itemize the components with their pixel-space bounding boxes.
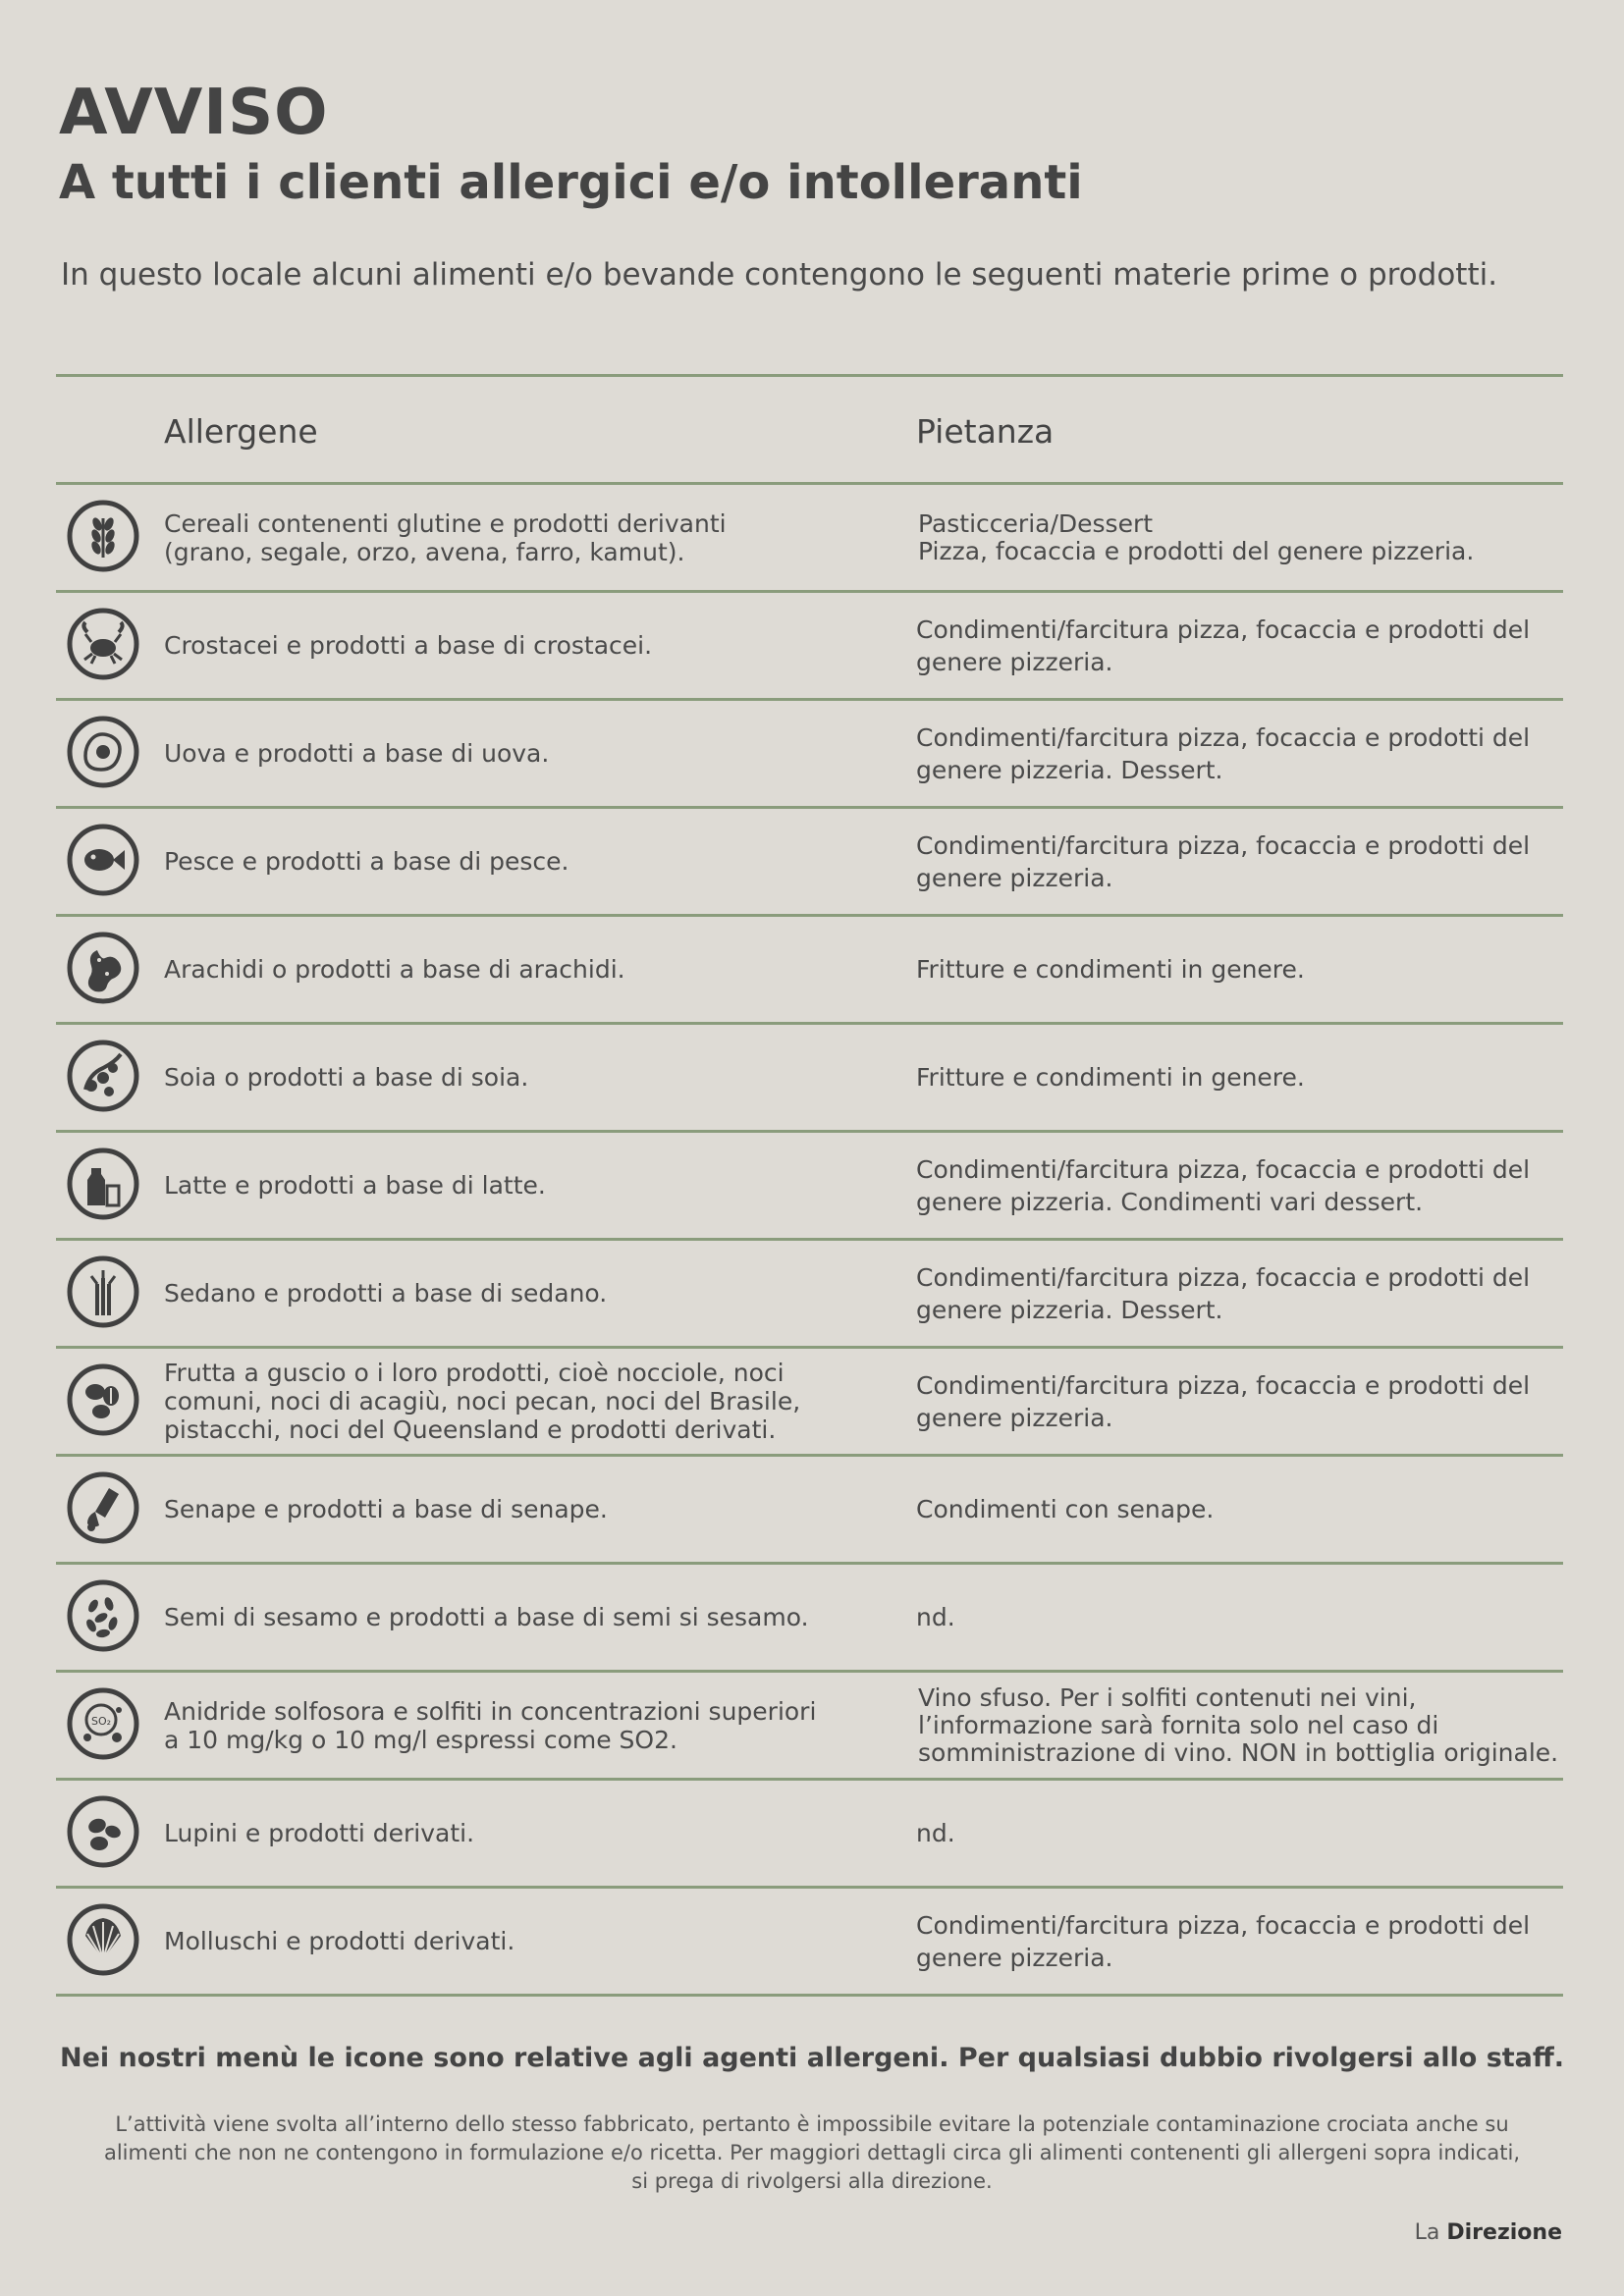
- fish-icon: [66, 823, 140, 897]
- page-subtitle: A tutti i clienti allergici e/o intolleranti: [59, 155, 1083, 210]
- dish-cell: [916, 1025, 1564, 1130]
- table-row: [56, 917, 1563, 1022]
- footer-notice: Nei nostri menù le icone sono relative agli agenti allergeni. Per qualsiasi dubbio rivolgersi allo staff.: [59, 2043, 1565, 2073]
- signature-name: Direzione: [1446, 2220, 1562, 2245]
- sulphites-icon: [66, 1686, 140, 1761]
- allergen-text: Senape e prodotti a base di senape.: [164, 1495, 608, 1523]
- allergen-cell: [164, 1781, 891, 1886]
- allergen-text: Sedano e prodotti a base di sedano.: [164, 1279, 608, 1308]
- allergen-cell: [164, 1565, 891, 1670]
- dish-cell: [916, 1349, 1564, 1454]
- allergen-text: Lupini e prodotti derivati.: [164, 1819, 475, 1847]
- allergen-text: Uova e prodotti a base di uova.: [164, 739, 550, 768]
- table-row: [56, 1241, 1563, 1346]
- celery-icon: [66, 1255, 140, 1329]
- table-row: [56, 1565, 1563, 1670]
- allergen-text: Semi di sesamo e prodotti a base di semi si sesamo.: [164, 1603, 809, 1631]
- peanut-icon: [66, 931, 140, 1005]
- table-row: [56, 593, 1563, 698]
- allergen-text: Crostacei e prodotti a base di crostacei.: [164, 631, 653, 660]
- table-row: [56, 1349, 1563, 1454]
- divider: [56, 1994, 1563, 1997]
- dish-text: Condimenti/farcitura pizza, focaccia e prodotti del genere pizzeria. Dessert.: [916, 722, 1531, 784]
- dish-text: Condimenti/farcitura pizza, focaccia e prodotti del genere pizzeria.: [916, 1910, 1531, 1972]
- milk-icon: [66, 1147, 140, 1221]
- table-row: [56, 1673, 1563, 1778]
- crab-icon: [66, 607, 140, 681]
- icon-label: SO₂: [90, 1715, 112, 1728]
- egg-icon: [66, 715, 140, 789]
- dish-text: Fritture e condimenti in genere.: [916, 1063, 1305, 1092]
- table-row: [56, 1889, 1563, 1994]
- dish-cell: [916, 917, 1564, 1022]
- mustard-icon: [66, 1470, 140, 1545]
- table-row: [56, 1457, 1563, 1562]
- dish-cell: [916, 1781, 1564, 1886]
- dish-text: Condimenti/farcitura pizza, focaccia e prodotti del genere pizzeria. Dessert.: [916, 1262, 1531, 1324]
- allergen-cell: [164, 593, 891, 698]
- allergen-text: Arachidi o prodotti a base di arachidi.: [164, 955, 625, 984]
- dish-cell: [916, 1889, 1564, 1994]
- dish-cell: [916, 1133, 1564, 1238]
- dish-cell: [918, 485, 1566, 590]
- allergen-cell: [164, 1889, 891, 1994]
- table-row: [56, 1133, 1563, 1238]
- allergen-cell: [164, 1133, 891, 1238]
- shell-icon: [66, 1902, 140, 1977]
- table-row: [56, 701, 1563, 806]
- table-row: [56, 1025, 1563, 1130]
- allergen-cell: [164, 917, 891, 1022]
- dish-text: Vino sfuso. Per i solfiti contenuti nei vini, l’informazione sarà fornita solo nel caso di somministrazione di vino. NON in bottiglia originale.: [918, 1682, 1559, 1767]
- dish-text: Fritture e condimenti in genere.: [916, 955, 1305, 984]
- dish-text: nd.: [916, 1819, 955, 1847]
- allergen-cell: [164, 1457, 891, 1562]
- allergen-cell: [164, 701, 891, 806]
- allergen-text: Soia o prodotti a base di soia.: [164, 1063, 529, 1092]
- allergen-text: Pesce e prodotti a base di pesce.: [164, 847, 569, 876]
- dish-text: Condimenti con senape.: [916, 1495, 1215, 1523]
- dish-text: Condimenti/farcitura pizza, focaccia e prodotti del genere pizzeria.: [916, 1370, 1531, 1432]
- lupin-icon: [66, 1794, 140, 1869]
- table-row: [56, 485, 1563, 590]
- table-row: [56, 809, 1563, 914]
- dish-text: Pasticceria/Dessert Pizza, focaccia e prodotti del genere pizzeria.: [918, 508, 1475, 565]
- footer-note: L’attività viene svolta all’interno dello stesso fabbricato, pertanto è impossibile evitare la potenziale contaminazione crociata anche su alimenti che non ne contengono in formulazione e/o ricetta. Per maggiori dettagli circa gli alimenti contenenti gli allergeni sopra indicati, si prega di rivolgersi alla direzione.: [103, 2112, 1521, 2193]
- allergen-cell: [164, 1241, 891, 1346]
- dish-cell: [918, 1673, 1566, 1778]
- divider: [56, 374, 1563, 377]
- allergen-text: Latte e prodotti a base di latte.: [164, 1171, 546, 1200]
- allergen-cell: [164, 809, 891, 914]
- dish-cell: [916, 1565, 1564, 1670]
- dish-cell: [916, 701, 1564, 806]
- wheat-icon: [66, 499, 140, 573]
- allergen-text: Anidride solfosora e solfiti in concentrazioni superiori a 10 mg/kg o 10 mg/l espressi come SO2.: [164, 1696, 817, 1754]
- allergen-cell: [164, 1673, 891, 1778]
- soy-icon: [66, 1039, 140, 1113]
- dish-cell: [916, 809, 1564, 914]
- allergen-text: Cereali contenenti glutine e prodotti derivanti (grano, segale, orzo, avena, farro, kamut).: [164, 508, 727, 566]
- nuts-icon: [66, 1362, 140, 1437]
- page-title: AVVISO: [59, 77, 329, 149]
- dish-cell: [916, 1457, 1564, 1562]
- sesame-icon: [66, 1578, 140, 1653]
- dish-text: Condimenti/farcitura pizza, focaccia e prodotti del genere pizzeria. Condimenti vari dessert.: [916, 1154, 1531, 1216]
- column-header-dish: Pietanza: [916, 412, 1055, 451]
- dish-cell: [916, 1241, 1564, 1346]
- dish-text: Condimenti/farcitura pizza, focaccia e prodotti del genere pizzeria.: [916, 830, 1531, 892]
- allergen-text: Molluschi e prodotti derivati.: [164, 1927, 515, 1955]
- allergen-text: Frutta a guscio o i loro prodotti, cioè nocciole, noci comuni, noci di acagiù, noci pecan, noci del Brasile, pistacchi, noci del Queensland e prodotti derivati.: [164, 1359, 801, 1444]
- dish-text: nd.: [916, 1603, 955, 1631]
- signature-prefix: La: [1414, 2220, 1440, 2245]
- column-header-allergen: Allergene: [164, 412, 318, 451]
- signature: [1415, 2220, 1562, 2245]
- allergen-cell: [164, 485, 891, 590]
- allergen-cell: [164, 1349, 891, 1454]
- dish-cell: [916, 593, 1564, 698]
- table-row: [56, 1781, 1563, 1886]
- allergen-cell: [164, 1025, 891, 1130]
- dish-text: Condimenti/farcitura pizza, focaccia e prodotti del genere pizzeria.: [916, 614, 1531, 676]
- intro-text: In questo locale alcuni alimenti e/o bevande contengono le seguenti materie prime o prodotti.: [61, 257, 1498, 293]
